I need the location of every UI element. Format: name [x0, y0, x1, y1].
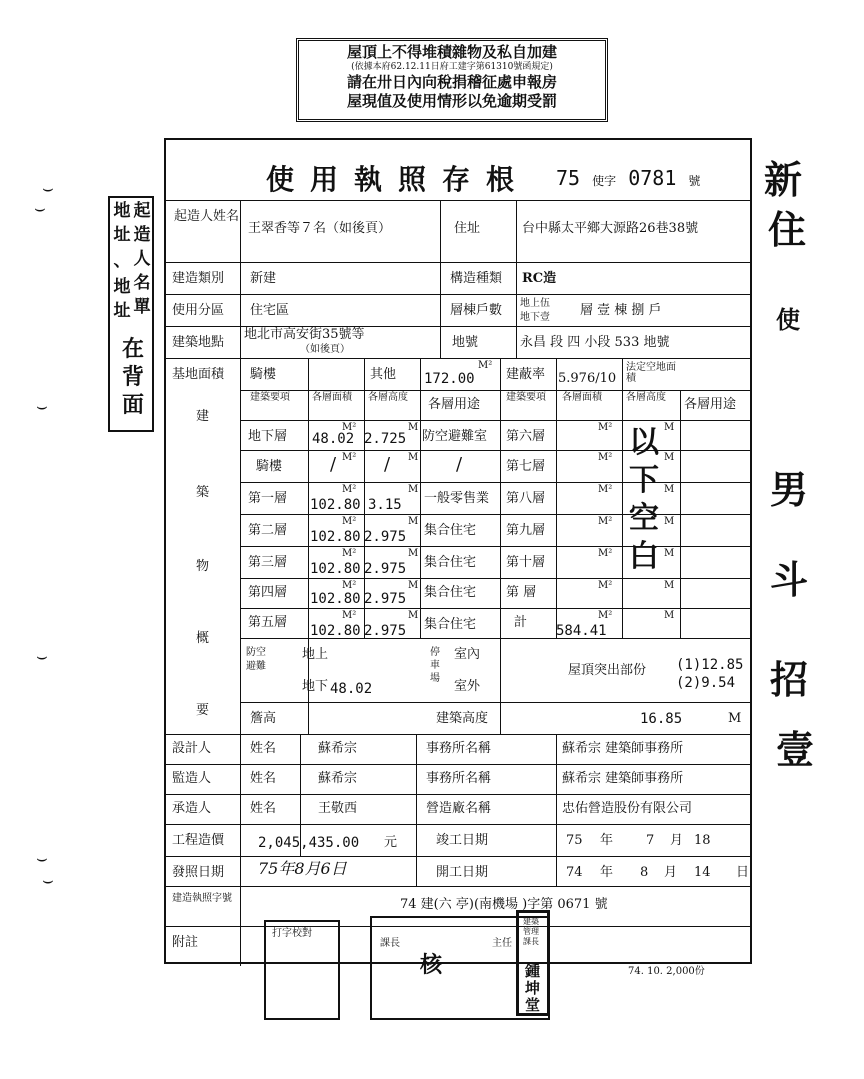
floor-area: / — [330, 454, 337, 475]
floor-height: 2.975 — [364, 623, 407, 639]
structure-label: 構造種類 — [450, 271, 503, 286]
designer-role: 設計人 — [172, 741, 212, 756]
start-day-unit: 日 — [736, 865, 750, 880]
floor-height: 2.975 — [364, 561, 407, 577]
side-note-char: 址 — [113, 301, 131, 321]
floor-height: 2.975 — [364, 529, 407, 545]
floor-name: 騎樓 — [256, 459, 283, 474]
done-month-unit: 月 — [670, 833, 684, 848]
blank-note-char: 白 — [629, 539, 659, 574]
edge-handwriting: 新 — [764, 157, 803, 202]
zone-label: 使用分區 — [172, 303, 225, 318]
supervisor-name: 蘇希宗 — [318, 771, 358, 786]
loft-label: 騎樓 — [250, 367, 277, 382]
owner-value: 王翠香等７名（如後頁） — [248, 221, 392, 236]
margin-mark: ⌣ — [42, 870, 54, 891]
floor-name: 第五層 — [248, 615, 288, 630]
site-value: 地北市高安街35號等 — [244, 327, 365, 342]
address-label: 住址 — [454, 221, 481, 236]
col-height-header-2: 各層高度 — [626, 392, 666, 403]
permit-no: 0781 — [628, 166, 677, 190]
done-year: 75 — [566, 833, 583, 848]
floors-above: 地上伍 — [520, 298, 550, 309]
done-month: 7 — [646, 833, 655, 848]
parking-outdoor: 室外 — [454, 679, 481, 694]
roof-value-2: (2)9.54 — [676, 675, 736, 691]
start-date-label: 開工日期 — [436, 865, 489, 880]
floor-name: 第四層 — [248, 585, 288, 600]
typist-label: 打字校對 — [272, 928, 312, 939]
floor-name: 第一層 — [248, 491, 288, 506]
issue-date-value: 75年8月6日 — [258, 859, 347, 878]
col-height-header: 各層高度 — [368, 392, 408, 403]
section-label-char: 概 — [196, 631, 210, 646]
site-label: 建築地點 — [172, 335, 225, 350]
eave-height-label: 簷高 — [250, 711, 277, 726]
building-height-label: 建築高度 — [436, 711, 489, 726]
edge-handwriting: 男 — [770, 467, 809, 512]
floors-label: 層棟戶數 — [450, 303, 503, 318]
edge-handwriting: 使 — [776, 305, 800, 334]
done-year-unit: 年 — [600, 833, 614, 848]
designer-firm-label: 事務所名稱 — [426, 741, 492, 756]
contractor-name-label: 姓名 — [250, 801, 277, 816]
section-label-char: 要 — [196, 703, 210, 718]
floor-use: 一般零售業 — [424, 491, 490, 506]
section-label-char: 建 — [196, 409, 210, 424]
floor-name: 第二層 — [248, 523, 288, 538]
right-floor-name: 第九層 — [506, 523, 546, 538]
start-day: 14 — [694, 865, 711, 880]
floor-height: 3.15 — [368, 497, 402, 513]
side-note-char: 起 — [133, 201, 151, 221]
done-date-label: 竣工日期 — [436, 833, 489, 848]
right-floor-name: 第六層 — [506, 429, 546, 444]
permit-year: 75 — [556, 166, 581, 190]
official-seal — [516, 910, 550, 1016]
floor-name: 第三層 — [248, 555, 288, 570]
supervisor-name-label: 姓名 — [250, 771, 277, 786]
lot-label: 地號 — [452, 335, 479, 350]
edge-handwriting: 壹 — [776, 727, 815, 772]
floor-area: 102.80 — [310, 497, 361, 513]
blank-note-char: 下 — [629, 463, 659, 498]
side-note-char: 造 — [133, 225, 151, 245]
stamp-approve: 核 — [420, 952, 443, 978]
side-note-char: 地 — [113, 201, 131, 221]
roof-value-1: (1)12.85 — [676, 657, 744, 673]
license-value: 74 建(六 亭)(南機場 )字第 0671 號 — [400, 897, 608, 912]
side-note-box — [108, 196, 154, 432]
side-note-char: 單 — [133, 297, 151, 317]
designer-name: 蘇希宗 — [318, 741, 358, 756]
coverage-label: 建蔽率 — [506, 367, 546, 382]
seal-name: 鍾坤堂 — [525, 962, 541, 1014]
floors-below: 地下壹 — [520, 312, 550, 323]
lot-value: 永昌 段 四 小段 533 地號 — [520, 335, 670, 350]
height-unit: M — [728, 711, 742, 726]
col-item-header-2: 建築要項 — [506, 392, 546, 403]
stamp-chief: 課長 — [380, 938, 400, 949]
notice-line-4: 屋現值及使用情形以免逾期受罰 — [346, 92, 557, 110]
floor-use: 集合住宅 — [424, 555, 477, 570]
floor-use: 防空避難室 — [422, 429, 488, 444]
floor-use: 集合住宅 — [424, 523, 477, 538]
designer-firm: 蘇希宗 建築師事務所 — [562, 741, 684, 756]
floor-name: 地下層 — [248, 429, 288, 444]
structure-value: RC造 — [522, 271, 557, 286]
right-floor-name: 第八層 — [506, 491, 546, 506]
print-note: 74. 10. 2,000份 — [628, 966, 705, 977]
zone-value: 住宅區 — [250, 303, 290, 318]
permit-number — [556, 166, 700, 190]
total-area: 584.41 — [556, 623, 607, 639]
floor-area: 102.80 — [310, 561, 361, 577]
floors-tail: 層 壹 棟 捌 戶 — [580, 303, 662, 318]
floor-height: 2.975 — [364, 591, 407, 607]
start-year: 74 — [566, 865, 583, 880]
edge-handwriting: 住 — [768, 207, 807, 252]
right-floor-name: 第七層 — [506, 459, 546, 474]
legal-space-label: 法定空地面積 — [626, 362, 676, 384]
address-value: 台中縣太平鄉大源路26巷38號 — [522, 221, 699, 236]
side-note-char: 背 — [122, 364, 145, 390]
col-use-header: 各層用途 — [428, 397, 481, 412]
floor-use: 集合住宅 — [424, 585, 477, 600]
notice-stamp — [296, 38, 608, 122]
supervisor-role: 監造人 — [172, 771, 212, 786]
type-value: 新建 — [250, 271, 277, 286]
margin-mark: ⌣ — [36, 396, 48, 417]
typist-box — [264, 920, 340, 1020]
right-floor-name: 第十層 — [506, 555, 546, 570]
floor-area: 102.80 — [310, 591, 361, 607]
contractor-role: 承造人 — [172, 801, 212, 816]
done-day: 18 — [694, 833, 711, 848]
start-month: 8 — [640, 865, 649, 880]
margin-mark: ⌣ — [36, 848, 48, 869]
edge-handwriting: 招 — [770, 657, 809, 702]
floor-height: 2.725 — [364, 431, 407, 447]
coverage-value: 5.976/10 — [558, 371, 617, 386]
margin-mark: ⌣ — [36, 646, 48, 667]
margin-mark: ⌣ — [42, 178, 54, 199]
type-label: 建造類別 — [172, 271, 225, 286]
side-note-char: 人 — [133, 249, 151, 269]
cost-unit: 元 — [384, 835, 398, 850]
shelter-below-value: 48.02 — [330, 681, 373, 697]
remark-label: 附註 — [172, 935, 199, 950]
floor-height: / — [384, 454, 391, 475]
issue-date-label: 發照日期 — [172, 865, 225, 880]
col-item-header: 建築要項 — [250, 392, 290, 403]
floor-area: 102.80 — [310, 529, 361, 545]
side-note-char: 名 — [133, 273, 151, 293]
floor-use: 集合住宅 — [424, 617, 477, 632]
building-height-value: 16.85 — [640, 711, 683, 727]
floor-area: 102.80 — [310, 623, 361, 639]
stamp-director: 主任 — [492, 938, 512, 949]
start-month-unit: 月 — [664, 865, 678, 880]
permit-word: 使字 — [592, 174, 617, 188]
margin-mark: ⌣ — [34, 198, 46, 219]
floor-area: 48.02 — [312, 431, 355, 447]
right-floor-total-label: 計 — [514, 615, 528, 630]
parking-indoor: 室內 — [454, 647, 481, 662]
notice-line-2: (依據本府62.12.11日府工建字第61310號函規定) — [351, 62, 553, 72]
shelter-label: 防空避難 — [246, 647, 266, 672]
right-floor-name: 第 層 — [506, 585, 537, 600]
roof-label: 屋頂突出部份 — [568, 663, 647, 678]
notice-line-3: 請在卅日內向稅捐稽征處申報房 — [346, 73, 557, 91]
supervisor-firm: 蘇希宗 建築師事務所 — [562, 771, 684, 786]
base-area-label: 基地面積 — [172, 367, 225, 382]
permit-suffix: 號 — [688, 174, 701, 188]
start-year-unit: 年 — [600, 865, 614, 880]
cost-label: 工程造價 — [172, 833, 225, 848]
contractor-name: 王敬西 — [318, 801, 358, 816]
edge-handwriting: 斗 — [770, 557, 809, 602]
col-area-header: 各層面積 — [312, 392, 352, 403]
other-value: 172.00 — [424, 371, 475, 387]
floor-use: / — [456, 454, 463, 475]
seal-title: 建築管理課長 — [523, 917, 539, 946]
cost-value: 2,045,435.00 — [258, 835, 360, 851]
col-use-header-2: 各層用途 — [684, 397, 737, 412]
owner-label: 起造人姓名 — [174, 209, 240, 224]
contractor-firm-label: 營造廠名稱 — [426, 801, 492, 816]
blank-note-char: 空 — [629, 501, 659, 536]
contractor-firm: 忠佑營造股份有限公司 — [562, 801, 693, 816]
license-label: 建造執照字號 — [172, 893, 232, 904]
side-note-char: 地 — [113, 277, 131, 297]
section-label-char: 物 — [196, 559, 210, 574]
side-note-char: 面 — [122, 392, 145, 418]
supervisor-firm-label: 事務所名稱 — [426, 771, 492, 786]
shelter-below-label: 地下 — [302, 679, 329, 694]
side-note-char: 、 — [113, 251, 131, 271]
col-area-header-2: 各層面積 — [562, 392, 602, 403]
form-title: 使用執照存根 — [266, 163, 531, 196]
site-sub: （如後頁） — [300, 344, 350, 355]
shelter-above-label: 地上 — [302, 647, 329, 662]
side-note-char: 在 — [122, 336, 145, 362]
section-label-char: 築 — [196, 485, 210, 500]
area-unit: M² — [478, 360, 493, 371]
blank-note-char: 以 — [629, 425, 659, 460]
parking-label: 停車場 — [430, 647, 440, 684]
designer-name-label: 姓名 — [250, 741, 277, 756]
notice-line-1: 屋頂上不得堆積雜物及私自加建 — [346, 43, 557, 61]
side-note-char: 址 — [113, 225, 131, 245]
other-label: 其他 — [370, 367, 397, 382]
